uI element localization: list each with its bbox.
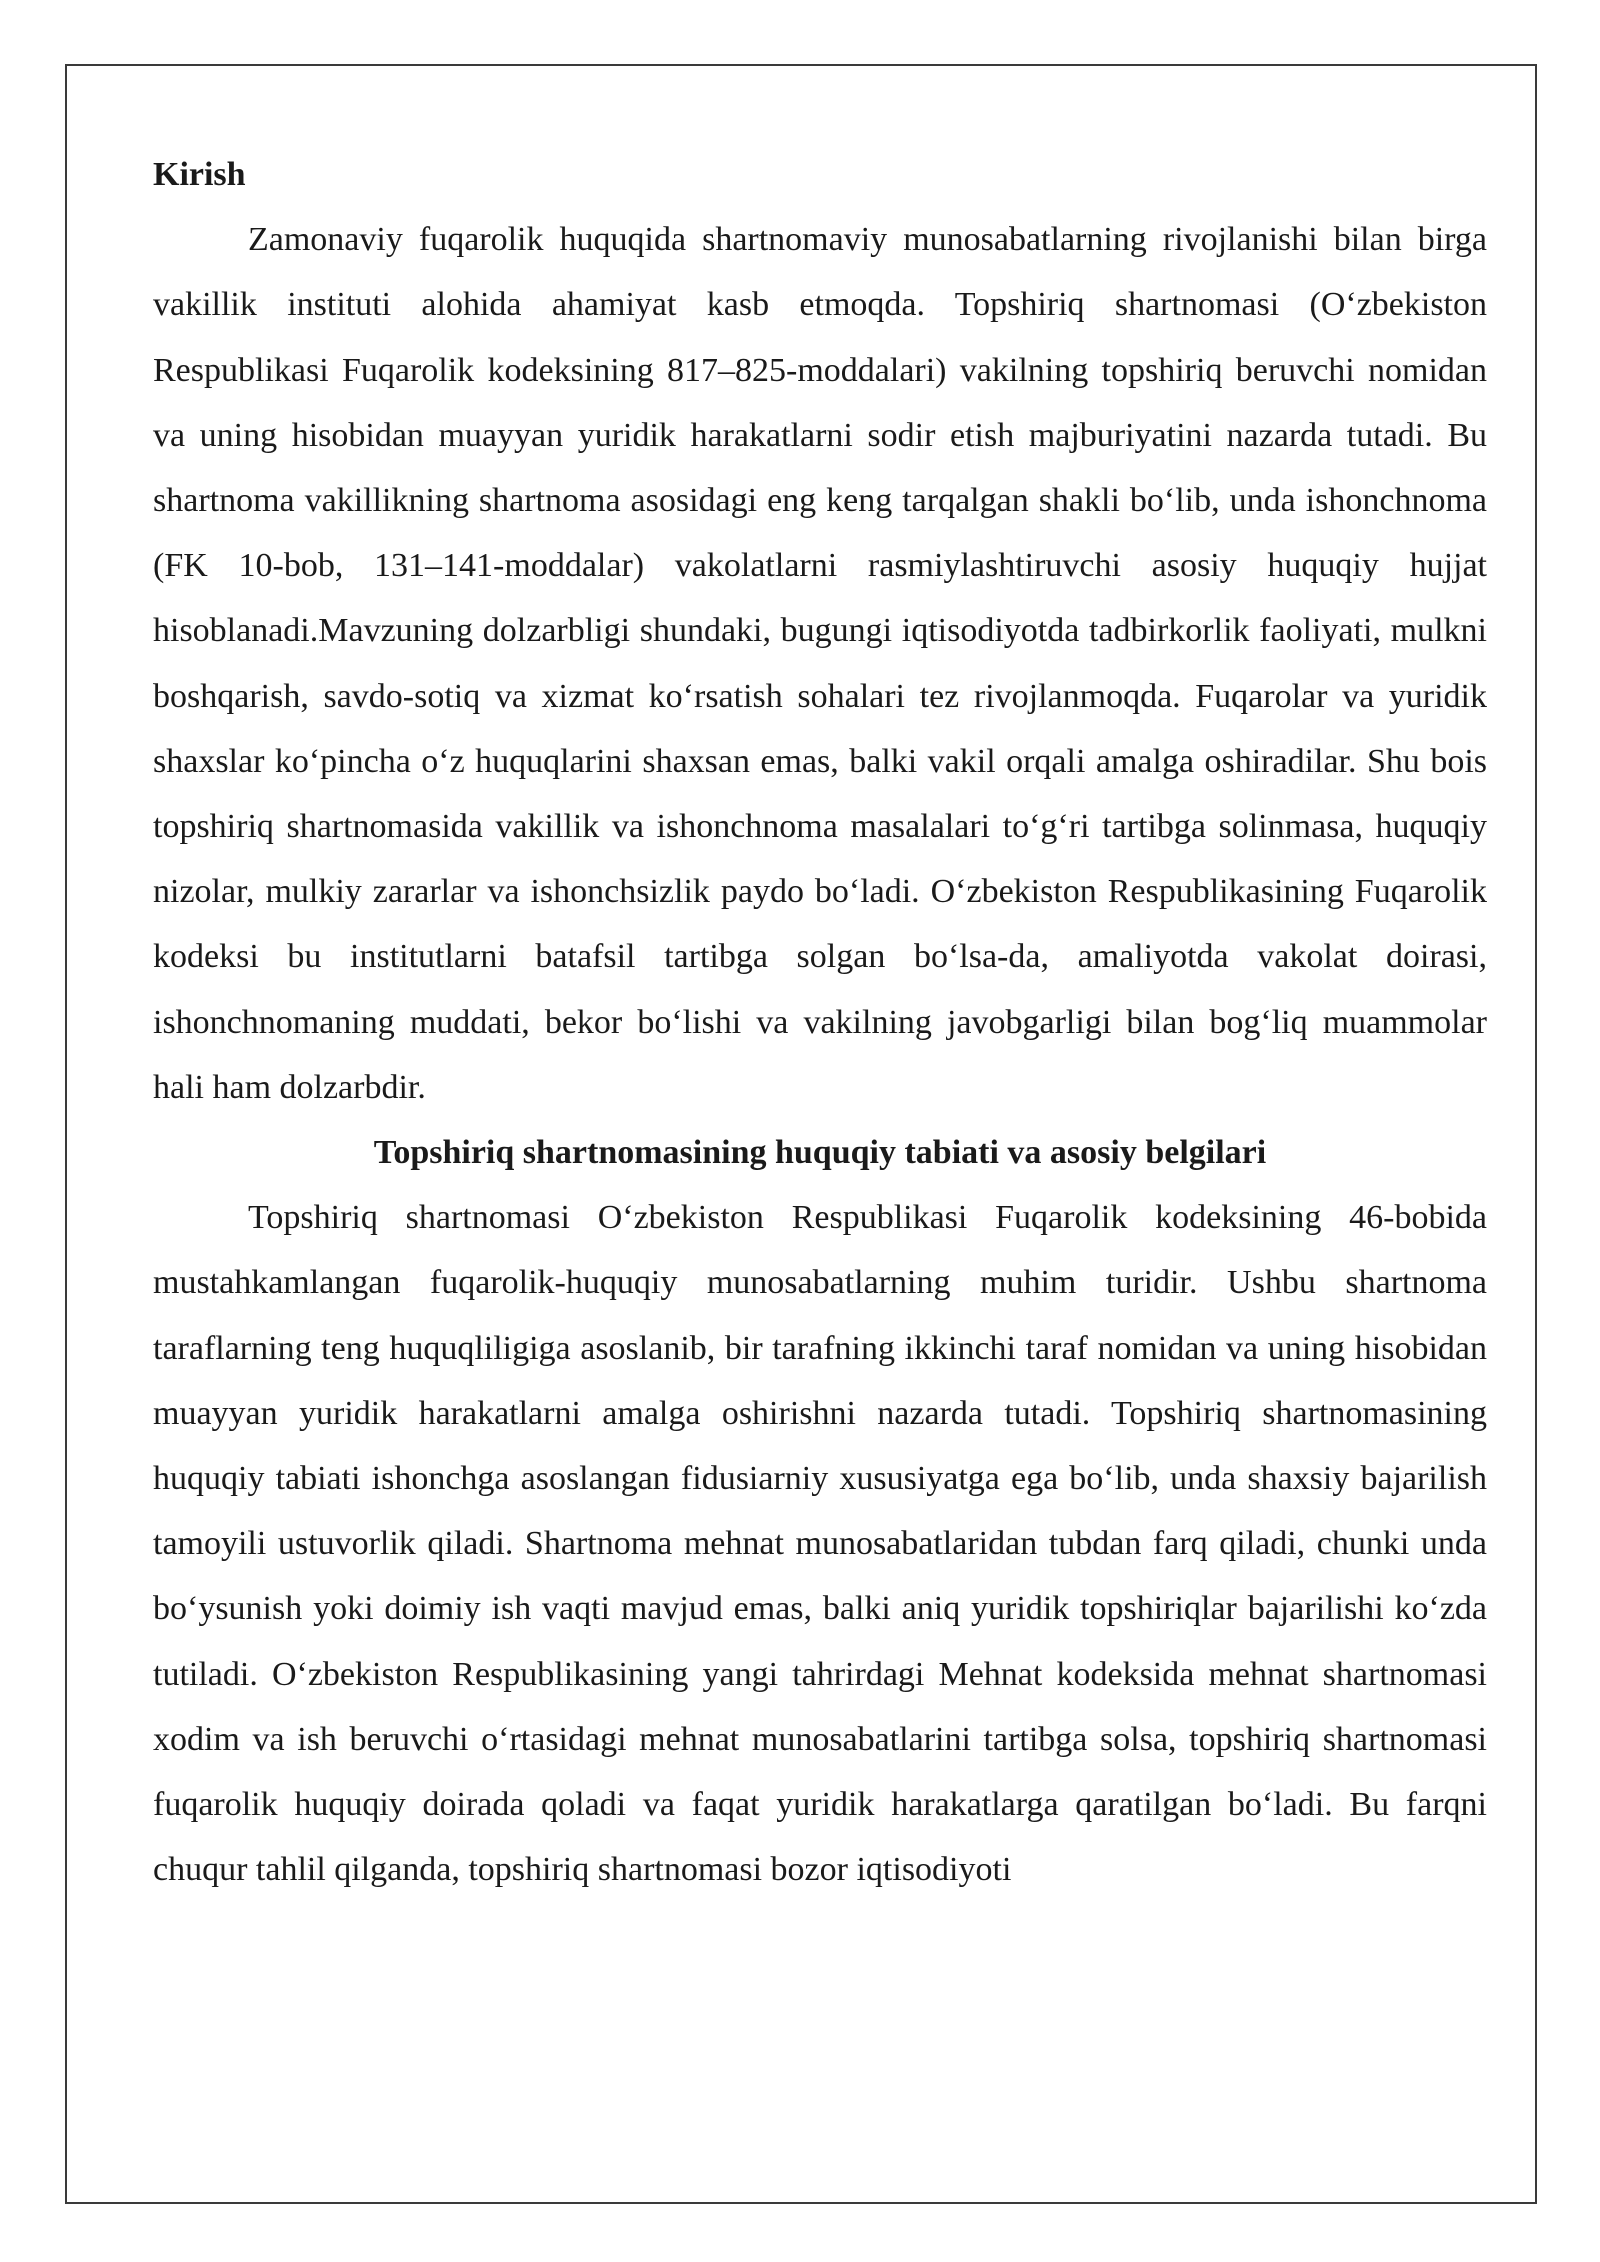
section-paragraph: Topshiriq shartnomasi O‘zbekiston Respublikasi Fuqarolik kodeksining 46-bobida mustahkamlangan fuqarolik-huquqiy munosabatlarning muhim turidir. Ushbu shartnoma taraflarning teng huquqliligiga asoslanib, bir tarafning ikkinchi taraf nomidan va uning hisobidan muayyan yuridik harakatlarni amalga oshirishni nazarda tutadi. Topshiriq shartnomasining huquqiy tabiati ishonchga asoslangan fidusiarniy xususiyatga ega bo‘lib, unda shaxsiy bajarilish tamoyili ustuvorlik qiladi. Shartnoma mehnat munosabatlaridan tubdan farq qiladi, chunki unda bo‘ysunish yoki doimiy ish vaqti mavjud emas, balki aniq yuridik topshiriqlar bajarilishi ko‘zda tutiladi. O‘zbekiston Respublikasining yangi tahrirdagi Mehnat kodeksida mehnat shartnomasi xodim va ish beruvchi o‘rtasidagi mehnat munosabatlarini tartibga solsa, topshiriq shartnomasi fuqarolik huquqiy doirada qoladi va faqat yuridik harakatlarga qaratilgan bo‘ladi. Bu farqni chuqur tahlil qilganda, topshiriq shartnomasi bozor iqtisodiyoti — [153, 1199, 1487, 1889]
section-title: Topshiriq shartnomasining huquqiy tabiati va asosiy belgilari — [373, 1134, 1267, 1172]
document-body — [153, 142, 1487, 1902]
intro-paragraph: Zamonaviy fuqarolik huquqida shartnomaviy munosabatlarning rivojlanishi bilan birga vakillik instituti alohida ahamiyat kasb etmoqda. Topshiriq shartnomasi (O‘zbekiston Respublikasi Fuqarolik kodeksining 817–825-moddalari) vakilning topshiriq beruvchi nomidan va uning hisobidan muayyan yuridik harakatlarni sodir etish majburiyatini nazarda tutadi. Bu shartnoma vakillikning shartnoma asosidagi eng keng tarqalgan shakli bo‘lib, unda ishonchnoma (FK 10-bob, 131–141-moddalar) vakolatlarni rasmiylashtiruvchi asosiy huquqiy hujjat hisoblanadi.Mavzuning dolzarbligi shundaki, bugungi iqtisodiyotda tadbirkorlik faoliyati, mulkni boshqarish, savdo-sotiq va xizmat ko‘rsatish sohalari tez rivojlanmoqda. Fuqarolar va yuridik shaxslar ko‘pincha o‘z huquqlarini shaxsan emas, balki vakil orqali amalga oshiradilar. Shu bois topshiriq shartnomasida vakillik va ishonchnoma masalalari to‘g‘ri tartibga solinmasa, huquqiy nizolar, mulkiy zararlar va ishonchsizlik paydo bo‘ladi. O‘zbekiston Respublikasining Fuqarolik kodeksi bu institutlarni batafsil tartibga solgan bo‘lsa-da, amaliyotda vakolat doirasi, ishonchnomaning muddati, bekor bo‘lishi va vakilning javobgarligi bilan bog‘liq muammolar hali ham dolzarbdir. — [153, 221, 1487, 1106]
intro-heading: Kirish — [153, 156, 246, 193]
